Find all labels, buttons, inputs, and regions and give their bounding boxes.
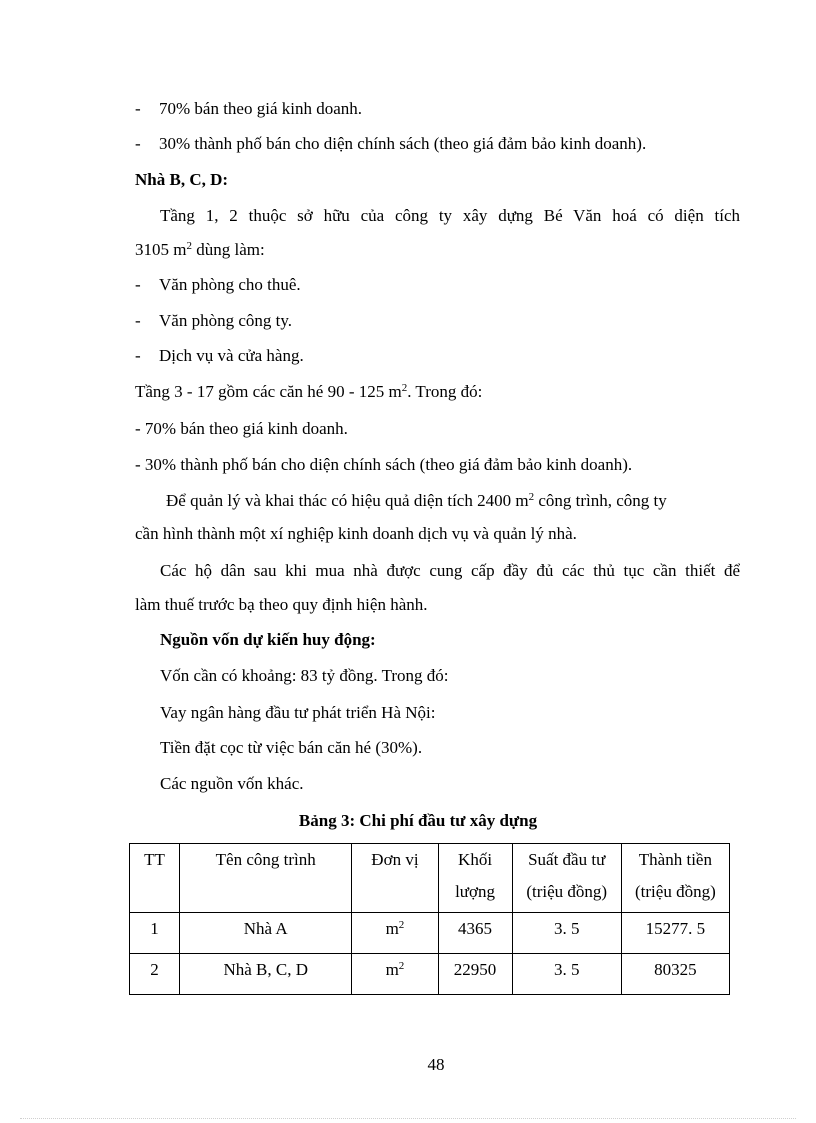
bullet-item bbox=[135, 274, 301, 296]
bullet-text: Dịch vụ và cửa hàng. bbox=[159, 346, 304, 365]
table-header-row bbox=[130, 844, 730, 913]
paragraph-floor-3-17 bbox=[135, 381, 482, 403]
cell-unit bbox=[352, 954, 438, 995]
bullet-dash: - bbox=[135, 275, 141, 294]
superscript: 2 bbox=[528, 491, 535, 503]
bullet-item bbox=[135, 133, 646, 155]
cell-total: 15277. 5 bbox=[621, 913, 729, 954]
bullet-dash: - bbox=[135, 99, 141, 118]
heading-nha-bcd: Nhà B, C, D: bbox=[135, 170, 229, 189]
paragraph-floor12-line1: Tầng 1, 2 thuộc sở hữu của công ty xây dựng Bé Văn hoá có diện tích bbox=[160, 206, 740, 225]
text-fragment: . Trong đó: bbox=[407, 382, 483, 401]
paragraph-households-line1: Các hộ dân sau khi mua nhà được cung cấp đầy đủ các thủ tục cần thiết để bbox=[160, 561, 740, 580]
text-fragment: Tầng 3 - 17 gồm các căn hé 90 - 125 m bbox=[135, 382, 402, 401]
cell-name: Nhà A bbox=[180, 913, 352, 954]
funding-line: Tiền đặt cọc từ việc bán căn hé (30%). bbox=[160, 738, 423, 757]
footer-divider bbox=[20, 1118, 796, 1119]
header-rate bbox=[512, 844, 621, 913]
cost-table bbox=[129, 843, 730, 995]
superscript: 2 bbox=[398, 919, 405, 931]
header-name: Tên công trình bbox=[180, 844, 352, 913]
table-row bbox=[130, 913, 730, 954]
paragraph-floor12-line2 bbox=[135, 239, 265, 261]
bullet-item: - 30% thành phố bán cho diện chính sách (theo giá đảm bảo kinh doanh). bbox=[135, 455, 633, 474]
bullet-text: 70% bán theo giá kinh doanh. bbox=[159, 99, 363, 118]
header-unit: Đơn vị bbox=[352, 844, 438, 913]
cell-unit bbox=[352, 913, 438, 954]
cell-rate: 3. 5 bbox=[512, 913, 621, 954]
text-fragment: dùng làm: bbox=[191, 240, 265, 259]
text-fragment: Để quản lý và khai thác có hiệu quả diện tích 2400 m bbox=[166, 491, 529, 510]
paragraph-households-line2: làm thuế trước bạ theo quy định hiện hành. bbox=[135, 595, 428, 614]
bullet-item: - 70% bán theo giá kinh doanh. bbox=[135, 419, 348, 438]
cell-name: Nhà B, C, D bbox=[180, 954, 352, 995]
superscript: 2 bbox=[401, 382, 408, 394]
cell-qty: 4365 bbox=[438, 913, 512, 954]
text-fragment: công trình, công ty bbox=[534, 491, 667, 510]
bullet-text: 30% thành phố bán cho diện chính sách (theo giá đảm bảo kinh doanh). bbox=[159, 134, 647, 153]
header-text: Thành tiền bbox=[638, 850, 712, 869]
text-fragment: 3105 m bbox=[135, 240, 187, 259]
table-title: Bảng 3: Chi phí đầu tư xây dựng bbox=[298, 811, 538, 830]
superscript: 2 bbox=[186, 240, 192, 252]
header-text: Khối bbox=[458, 850, 493, 869]
header-tt: TT bbox=[130, 844, 180, 913]
bullet-text: Văn phòng công ty. bbox=[159, 311, 292, 330]
bullet-item bbox=[135, 345, 304, 367]
cell-tt: 1 bbox=[130, 913, 180, 954]
paragraph-manage-line1 bbox=[166, 490, 740, 512]
header-text: lượng bbox=[455, 882, 496, 901]
funding-line: Vốn cần có khoảng: 83 tỷ đồng. Trong đó: bbox=[160, 666, 449, 685]
bullet-dash: - bbox=[135, 134, 141, 153]
header-qty bbox=[438, 844, 512, 913]
header-text: (triệu đồng) bbox=[635, 882, 716, 901]
funding-heading: Nguồn vốn dự kiến huy động: bbox=[160, 630, 376, 649]
header-text: Suất đầu tư bbox=[528, 850, 606, 869]
bullet-dash: - bbox=[135, 346, 141, 365]
paragraph-manage-line2: cần hình thành một xí nghiệp kinh doanh dịch vụ và quản lý nhà. bbox=[135, 524, 577, 543]
page-number: 48 bbox=[427, 1055, 445, 1074]
funding-line: Các nguồn vốn khác. bbox=[160, 774, 304, 793]
bullet-item bbox=[135, 310, 292, 332]
funding-line: Vay ngân hàng đầu tư phát triển Hà Nội: bbox=[160, 703, 436, 722]
unit-text: m bbox=[385, 919, 399, 938]
bullet-dash: - bbox=[135, 311, 141, 330]
cell-rate: 3. 5 bbox=[512, 954, 621, 995]
superscript: 2 bbox=[398, 960, 405, 972]
unit-text: m bbox=[385, 960, 399, 979]
cell-total: 80325 bbox=[621, 954, 729, 995]
header-text: (triệu đồng) bbox=[526, 882, 608, 901]
cell-qty: 22950 bbox=[438, 954, 512, 995]
table-row bbox=[130, 954, 730, 995]
bullet-text: Văn phòng cho thuê. bbox=[159, 275, 301, 294]
cell-tt: 2 bbox=[130, 954, 180, 995]
bullet-item bbox=[135, 98, 362, 120]
header-total bbox=[621, 844, 729, 913]
